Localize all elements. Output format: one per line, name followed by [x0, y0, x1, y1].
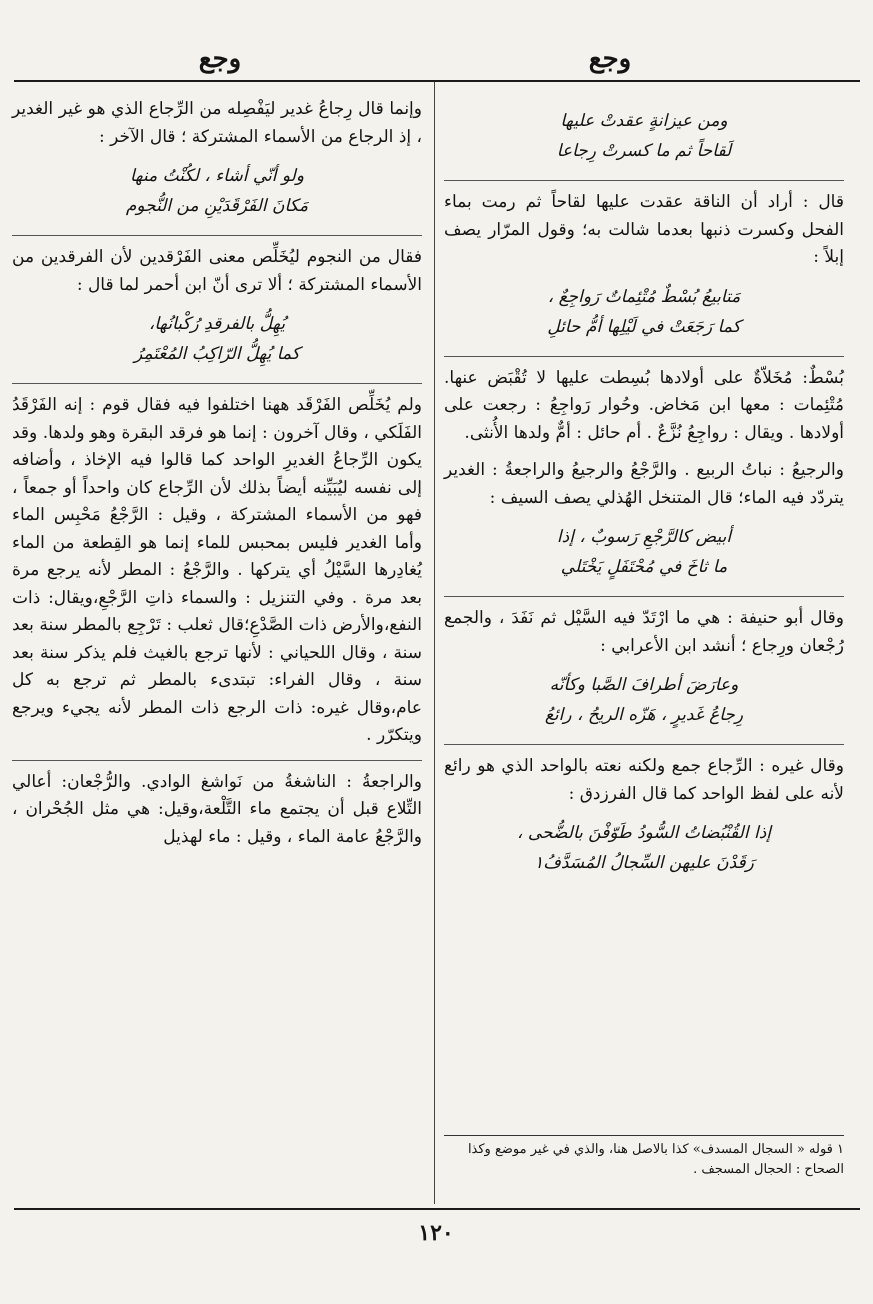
paragraph: والراجعةُ : الناشغةُ من نَواشغ الوادي. والرُّجْعان: أعالي التِّلاع قبل أن يجتمع ماء التَّلْعة،وقيل: هي مثل الجُحْران ، والرَّجْعُ عامة الماء ، وقيل : ماء لهذيل: [12, 771, 422, 847]
verse-line: ومن عيزانةٍ عقدتْ عليها: [560, 111, 728, 131]
headword-right: وجع: [588, 44, 632, 74]
verse: [444, 522, 844, 582]
headword-left: وجع: [198, 44, 242, 74]
verse: [444, 106, 844, 166]
verse: [444, 818, 844, 878]
paragraph: قال : أراد أن الناقة عقدت عليها لقاحاً ثم رمت بماء الفحل وكسرت ذنبها بعدما شالت به؛ وقول المرّار يصف إبلاً :: [444, 192, 844, 267]
page-number: ١٢٠: [418, 1220, 454, 1246]
footnote: ١ قوله « السجال المسدف» كذا بالاصل هنا، والذي في غير موضع وكذا الصحاح : الحجال المسجف .: [467, 1142, 844, 1177]
separator: [444, 180, 844, 181]
bottom-rule: [14, 1208, 860, 1210]
verse-line: رَقَدْنَ عليهن السِّجالُ المُسَدَّفُ١: [534, 853, 754, 873]
column-divider: [434, 82, 435, 1204]
paragraph: وقال غيره : الرِّجاع جمع ولكنه نعته بالواحد الذي هو رائع لأنه على لفظ الواحد كما قال الفرزدق :: [444, 756, 844, 804]
right-column: [444, 96, 844, 892]
verse: [12, 161, 422, 221]
verse-line: وعارَضَ أطرافَ الصَّبا وكأنّه: [549, 675, 739, 695]
separator: [444, 744, 844, 745]
separator: [12, 383, 422, 384]
paragraph: فقال من النجوم ليُخَلِّص معنى الفَرْقدين لأن الفرقدين من الأسماء المشتركة ؛ ألا ترى أنّ ابن أحمر لما قال :: [12, 247, 422, 295]
verse-line: لَقاحاً ثم ما كسرتْ رِجاعا: [556, 141, 732, 161]
separator: [444, 596, 844, 597]
verse-line: مَكانَ الفَرْقَدَيْنِ من النُّجوم: [125, 196, 309, 216]
verse-line: ما ثاخَ في مُحْتَفَلٍ يَخْتَلي: [560, 557, 728, 577]
verse-line: كما رَجَعَتْ في لَيْلِها أمُّ حائلِ: [547, 316, 741, 337]
verse-line: ولو أنّي أشاء ، لكُنْتُ منها: [129, 166, 305, 186]
paragraph: وقال أبو حنيفة : هي ما ارْتَدّ فيه السَّيْل ثم نَفَدَ ، والجمع رُجْعان ورِجاع ؛ أنشد ابن الأعرابي :: [444, 608, 844, 656]
left-column: [12, 96, 422, 861]
separator: [444, 356, 844, 357]
separator: [12, 760, 422, 761]
verse-line: رِجاعُ غَديرٍ ، هَزّه الريحُ ، رائعُ: [544, 705, 744, 725]
verse: [444, 282, 844, 342]
verse-line: أبيض كالرَّجْعِ رَسوبٌ ، إذا: [556, 527, 732, 547]
verse-line: مَتابيعُ بُسْطٌ مُتْئِماتٌ رَواجِعٌ ،: [547, 286, 741, 307]
verse-line: كما يُهِلُّ الرّاكِبُ المُعْتَمِرُ: [134, 344, 300, 364]
footnote-rule: [444, 1135, 844, 1136]
verse-line: يُهِلُّ بالفرقدِ رُكْبانُها،: [148, 314, 286, 334]
top-rule: [14, 80, 860, 82]
paragraph: بُسْطٌ: مُخَلاّةٌ على أولادها بُسِطت عليها لا تُقْبَض عنها. مُتْئِمات : معها ابن مَخاض. وحُوار رَواجِعُ : رجعت على أولادها . ويقال : رواجِعُ نُزَّعٌ . أم حائل : أمٌّ ولدها الأُنثى.: [444, 367, 844, 443]
verse: [12, 309, 422, 369]
paragraph: وإنما قال رِجاعُ غدير ليَفْصِله من الرِّجاع الذي هو غير الغدير ، إذ الرجاع من الأسماء المشتركة ؛ قال الآخر :: [12, 99, 422, 147]
separator: [12, 235, 422, 236]
verse-line: إذا القُنْبُضاتُ السُّودُ طَوّفْنَ بالضُّحى ،: [517, 823, 771, 843]
paragraph: والرجيعُ : نباتُ الربيع . والرَّجْعُ والرجيعُ والراجعةُ : الغدير يتردّد فيه الماء؛ قال المتنخل الهُذلي يصف السيف :: [444, 460, 844, 508]
paragraph: ولم يُخَلِّص الفَرْقَد ههنا اختلفوا فيه فقال قوم : إنه الفَرْقَدُ الفَلَكي ، وقال آخرون : إنما هو فرقد البقرة وهو ولدها. وقد يكون الرِّجاعُ الغديرِ الواحد كما قالوا فيه الإخاذ ، وأضافه إلى نفسه ليُبَيِّنه أيضاً بذلك لأن الرِّجاع كان واحداً أو جمعاً ، فهو من الأسماء المشتركة ، وقيل : الرَّجْعُ مَحْبِس الماء وأما الغدير فليس بمحبس للماء إنما هو القِطعة من الماء يُغادِرها السَّيْلُ أي يتركها . والرَّجْعُ : المطر لأنه يرجع مرة بعد مرة . وفي التنزيل : والسماء ذاتِ الرَّجْعِ،ويقال: ذات النفع،والأرض ذات الصَّدْعِ؛قال ثعلب : تَرْجِع بالمطر سنة بعد سنة ، وقال اللحياني : لأنها ترجع بالغيث فلم يذكر سنة بعد سنة ، وقال الفراء: تبتدىء بالمطر ثم ترجع به كل عام،وقال غيره: ذات الرجع ذات المطر لأنه يجيء ويرجع ويتكرّر .: [12, 395, 422, 745]
verse: [444, 670, 844, 730]
